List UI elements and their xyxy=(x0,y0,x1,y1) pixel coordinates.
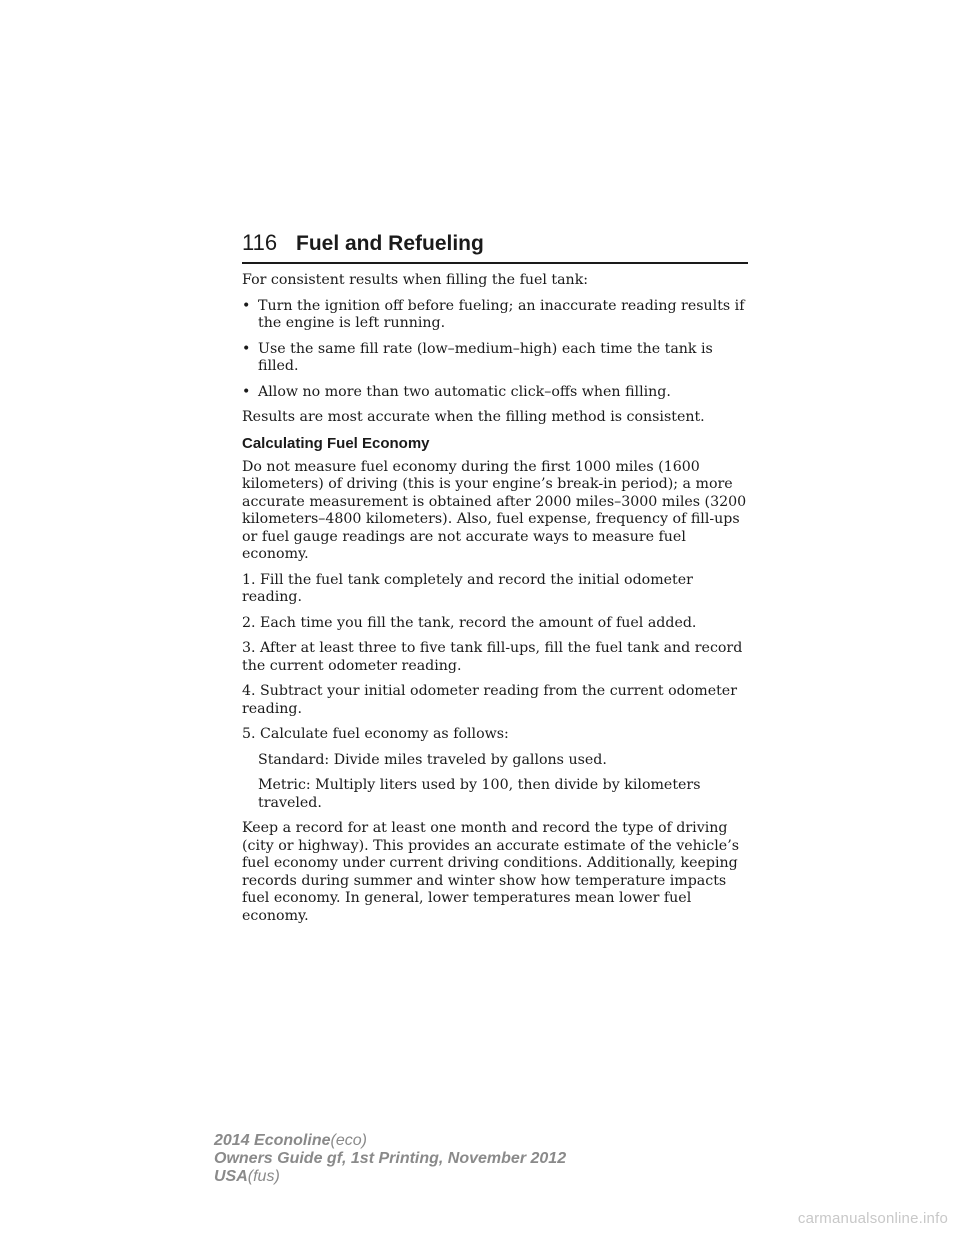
site-watermark: carmanualsonline.info xyxy=(797,1210,948,1227)
page-body xyxy=(242,272,757,933)
document-footer xyxy=(214,1132,566,1186)
consistency-note: Results are most accurate when the filling method is consistent. xyxy=(242,409,705,425)
step-item: 3. After at least three to five tank fill-ups, fill the fuel tank and record the current odometer reading. xyxy=(242,640,743,674)
footer-printing: Owners Guide gf, 1st Printing, November 2012 xyxy=(214,1150,567,1167)
list-item-text: Allow no more than two automatic click–offs when filling. xyxy=(258,383,671,400)
page-header xyxy=(242,226,748,264)
list-item-text: Use the same fill rate (low–medium–high) each time the tank is filled. xyxy=(258,340,713,374)
bullet-marker: • xyxy=(242,340,251,357)
footer-market-code: (fus) xyxy=(247,1168,280,1185)
footer-line-model xyxy=(214,1132,566,1150)
footer-line-market xyxy=(214,1168,566,1186)
closing-paragraph: Keep a record for at least one month and record the type of driving (city or highway). This provides an accurate estimate of the vehicle’s fuel economy under current driving conditions. Additionally, keeping records during summer and winter show how temperature impacts fuel economy. In general, lower temperatures mean lower fuel economy. xyxy=(242,820,739,924)
standard-formula: Standard: Divide miles traveled by gallons used. xyxy=(258,751,607,768)
step-item: 4. Subtract your initial odometer reading from the current odometer reading. xyxy=(242,683,737,717)
list-item xyxy=(242,298,757,333)
fueling-tips-list xyxy=(242,298,757,402)
footer-market: USA xyxy=(214,1168,248,1185)
bullet-marker: • xyxy=(242,383,251,400)
section-title: Fuel and Refueling xyxy=(296,232,484,255)
intro-text: For consistent results when filling the fuel tank: xyxy=(242,272,589,288)
list-item-text: Turn the ignition off before fueling; an inaccurate reading results if the engine is left running. xyxy=(258,297,745,331)
list-item xyxy=(242,384,757,402)
step-item: 1. Fill the fuel tank completely and record the initial odometer reading. xyxy=(242,571,693,605)
page-number: 116 xyxy=(242,230,278,255)
list-item xyxy=(242,341,757,376)
footer-model: 2014 Econoline xyxy=(214,1132,331,1149)
step-item: 5. Calculate fuel economy as follows: xyxy=(242,726,509,742)
bullet-marker: • xyxy=(242,297,251,314)
subheading: Calculating Fuel Economy xyxy=(242,434,430,452)
break-in-paragraph: Do not measure fuel economy during the first 1000 miles (1600 kilometers) of driving (this is your engine’s break-in period); a more accurate measurement is obtained after 2000 miles–3000 miles (3200 kilometers–4800 kilometers). Also, fuel expense, frequency of fill-ups or fuel gauge readings are not accurate ways to measure fuel economy. xyxy=(242,458,747,562)
step-item: 2. Each time you fill the tank, record the amount of fuel added. xyxy=(242,614,697,631)
footer-model-code: (eco) xyxy=(330,1132,367,1149)
metric-formula: Metric: Multiply liters used by 100, then divide by kilometers traveled. xyxy=(258,777,701,811)
